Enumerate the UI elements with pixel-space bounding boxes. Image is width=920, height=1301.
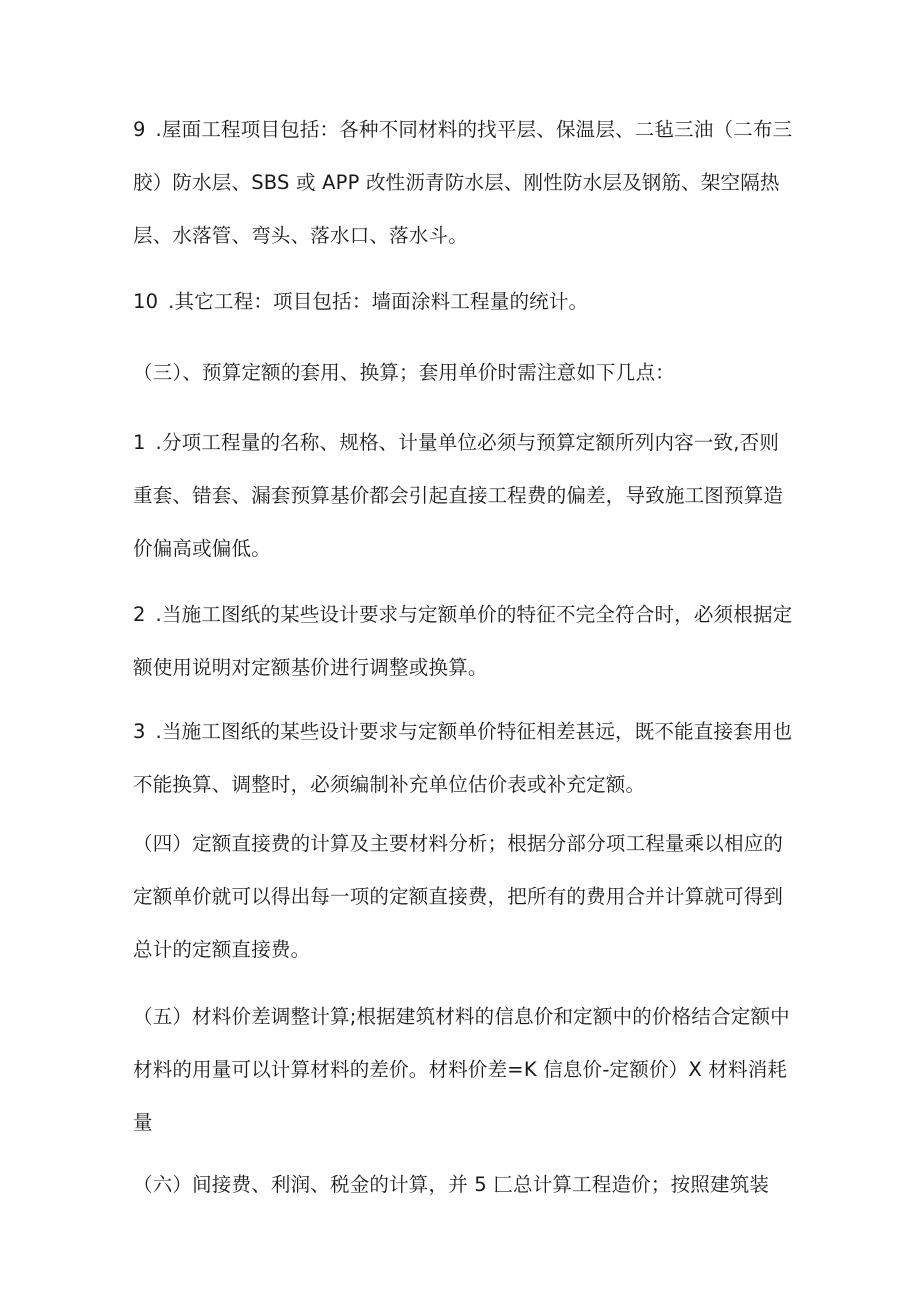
section-heading-3: （三）、预算定额的套用、换算；套用单价时需注意如下几点：: [133, 361, 675, 384]
section-paragraph-5: （五）材料价差调整计算;根据建筑材料的信息价和定额中的价格结合定额中材料的用量可以计算材料的差价。材料价差=K 信息价-定额价）X 材料消耗量: [133, 1005, 790, 1134]
paragraph-item-9: 9 .屋面工程项目包括：各种不同材料的找平层、保温层、二毡三油（二布三胶）防水层、SBS 或 APP 改性沥青防水层、刚性防水层及钢筋、架空隔热层、水落管、弯头、落水口、落水斗。: [133, 118, 793, 247]
paragraph-item-2: 2 .当施工图纸的某些设计要求与定额单价的特征不完全符合时，必须根据定额使用说明对定额基价进行调整或换算。: [133, 603, 793, 679]
paragraph-item-3: 3 .当施工图纸的某些设计要求与定额单价特征相差甚远，既不能直接套用也不能换算、调整时，必须编制补充单位估价表或补充定额。: [133, 720, 793, 796]
section-paragraph-6: （六）间接费、利润、税金的计算，并 5 匚总计算工程造价；按照建筑装: [133, 1173, 770, 1196]
section-paragraph-4: （四）定额直接费的计算及主要材料分析；根据分部分项工程量乘以相应的定额单价就可以得出每一项的定额直接费，把所有的费用合并计算就可得到总计的定额直接费。: [133, 832, 784, 961]
paragraph-item-1: 1 .分项工程量的名称、规格、计量单位必须与预算定额所列内容一致,否则重套、错套、漏套预算基价都会引起直接工程费的偏差，导致施工图预算造价偏高或偏低。: [133, 431, 784, 560]
paragraph-item-10: 10 .其它工程：项目包括：墙面涂料工程量的统计。: [133, 290, 589, 313]
